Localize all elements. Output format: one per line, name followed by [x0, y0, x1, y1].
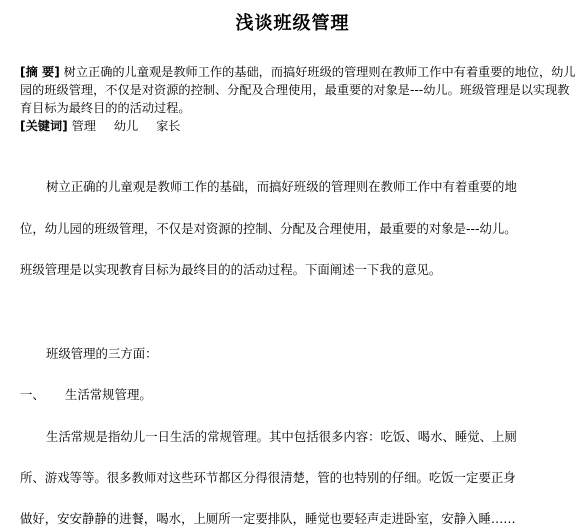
keyword-item: 家长	[156, 119, 181, 133]
section-heading-line	[20, 387, 582, 403]
body-line: 树立正确的儿童观是教师工作的基础，而搞好班级的管理则在教师工作中有着重要的地	[46, 179, 517, 194]
body-line: 位，幼儿园的班级管理，不仅是对资源的控制、分配及合理使用，最重要的对象是---幼儿。	[20, 221, 517, 236]
document-title: 浅谈班级管理	[235, 13, 350, 34]
section-intro: 班级管理的三方面：	[46, 346, 158, 361]
body-line: 班级管理是以实现教育目标为最终目的的活动过程。下面阐述一下我的意见。	[20, 262, 442, 277]
keyword-item: 管理	[71, 119, 96, 133]
section-heading: 生活常规管理。	[65, 387, 152, 402]
keyword-item: 幼儿	[113, 119, 139, 133]
keywords-tag: [关键词]	[20, 119, 68, 133]
keywords-line	[20, 117, 580, 135]
section-body-line: 所、游戏等等。很多教师对这些环节都区分得很清楚，管的也特别的仔细。吃饭一定要正身	[20, 470, 516, 485]
section-body-line: 做好，安安静静的进餐，喝水，上厕所一定要排队，睡觉也要轻声走进卧室，安静入睡……	[20, 511, 516, 526]
section-body-line: 生活常规是指幼儿一日生活的常规管理。其中包括很多内容：吃饭、喝水、睡觉、上厕	[46, 429, 517, 444]
abstract-tag: [摘 要]	[20, 65, 60, 79]
section-number: 一、	[20, 387, 45, 402]
abstract-text: 树立正确的儿童观是教师工作的基础，而搞好班级的管理则在教师工作中有着重要的地位，幼儿园的班级管理，不仅是对资源的控制、分配及合理使用，最重要的对象是---幼儿。班级管理是以实现教育目标为最终目的的活动过程。	[20, 65, 576, 115]
abstract-paragraph	[20, 63, 580, 117]
abstract-block	[20, 63, 580, 135]
